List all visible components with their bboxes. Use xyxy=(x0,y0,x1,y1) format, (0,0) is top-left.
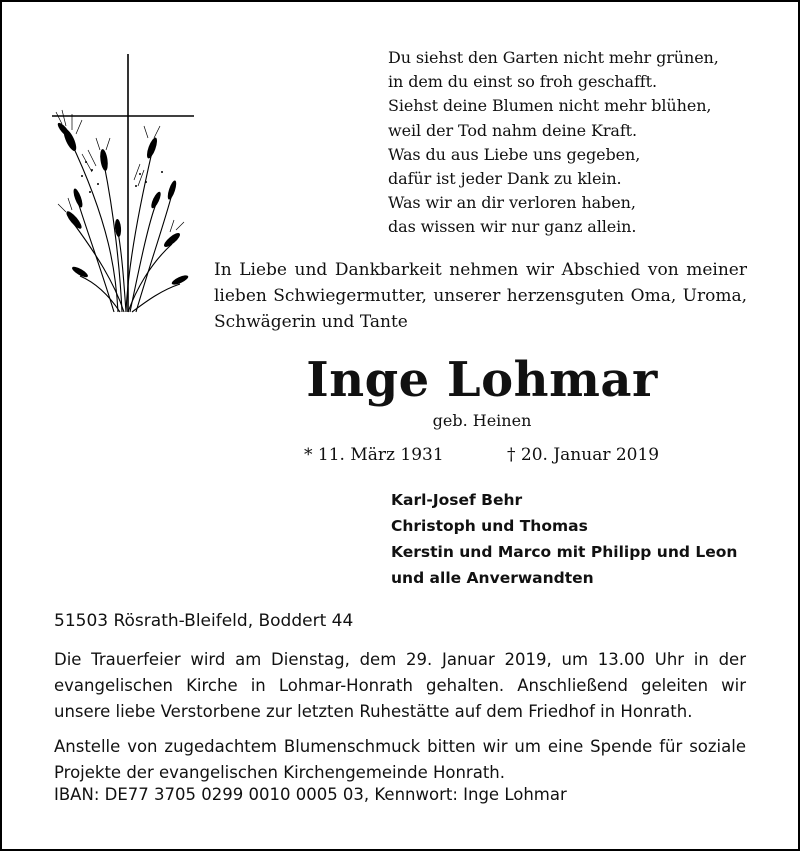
intro-text: In Liebe und Dankbarkeit nehmen wir Abschied von meiner lieben Schwiegermutter, unserer herzensguten Oma, Uroma, Schwägerin und Tante xyxy=(214,260,747,332)
address: 51503 Rösrath-Bleifeld, Boddert 44 xyxy=(54,611,354,631)
birth-date: * 11. März 1931 xyxy=(304,445,444,465)
poem-line: weil der Tod nahm deine Kraft. xyxy=(388,120,637,140)
mourner: und alle Anverwandten xyxy=(391,569,594,587)
bank-details: IBAN: DE77 3705 0299 0010 0005 03, Kennwort: Inge Lohmar xyxy=(54,785,567,804)
maiden-name: geb. Heinen xyxy=(432,411,532,430)
cross-with-wheat-icon xyxy=(52,54,202,316)
mourners-list xyxy=(391,487,781,591)
deceased-name: Inge Lohmar xyxy=(306,352,658,408)
poem-line: das wissen wir nur ganz allein. xyxy=(388,217,637,237)
poem-line: dafür ist jeder Dank zu klein. xyxy=(388,169,622,189)
poem-line: Was wir an dir verloren haben, xyxy=(388,193,636,213)
poem xyxy=(388,46,728,240)
poem-line: Was du aus Liebe uns gegeben, xyxy=(388,144,641,164)
poem-line: Du siehst den Garten nicht mehr grünen, xyxy=(388,48,719,67)
poem-line: in dem du einst so froh geschafft. xyxy=(388,72,657,92)
donation-request: Anstelle von zugedachtem Blumenschmuck bitten wir um eine Spende für soziale Projekte der evangelischen Kirchengemeinde Honrath. xyxy=(54,737,746,782)
poem-line: Siehst deine Blumen nicht mehr blühen, xyxy=(388,96,712,116)
mourner: Kerstin und Marco mit Philipp und Leon xyxy=(391,543,738,561)
death-date: † 20. Januar 2019 xyxy=(507,445,660,465)
mourner: Christoph und Thomas xyxy=(391,517,588,535)
funeral-info: Die Trauerfeier wird am Dienstag, dem 29. Januar 2019, um 13.00 Uhr in der evangelischen Kirche in Lohmar-Honrath gehalten. Anschließend geleiten wir unsere liebe Verstorbene zur letzten Ruhestätte auf dem Friedhof in Honrath. xyxy=(54,650,746,721)
mourner: Karl-Josef Behr xyxy=(391,491,523,509)
